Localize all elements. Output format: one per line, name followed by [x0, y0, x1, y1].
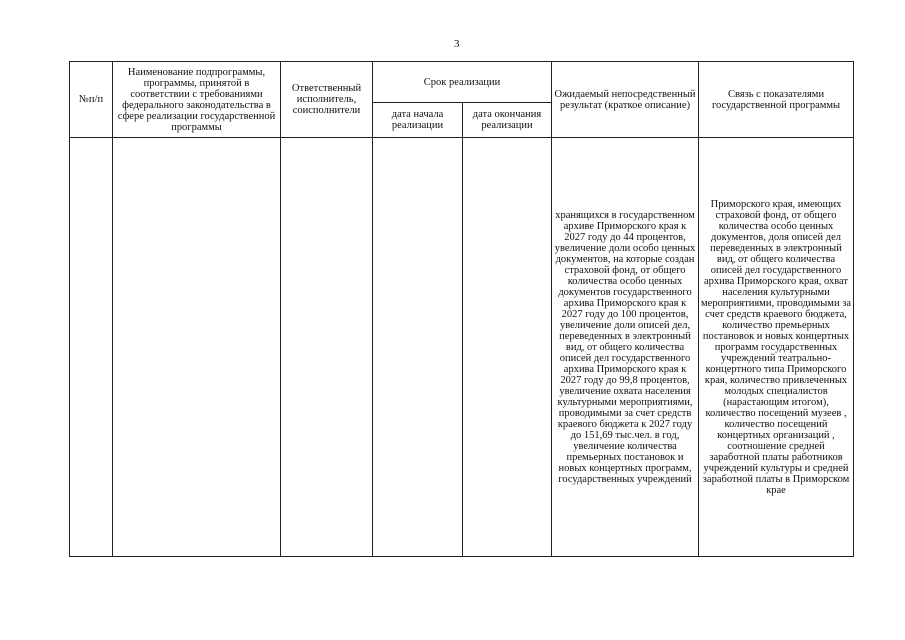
cell-start — [373, 138, 463, 557]
header-name: Наименование подпрограммы, программы, принятой в соответствии с требованиями федерального законодательства в сфере реализации государственной программы — [113, 62, 281, 138]
cell-responsible — [281, 138, 373, 557]
header-term: Срок реализации — [373, 62, 552, 103]
header-num: №п/п — [70, 62, 113, 138]
cell-result: хранящихся в государственном архиве Приморского края к 2027 году до 44 процентов, увеличение доли особо ценных документов, на которые создан страховой фонд, от общего количества особо ценных документов государственного архива Приморского края к 2027 году до 100 процентов, увеличение доли описей дел, переведенных в электронный вид, от общего количества описей дел государственного архива Приморского края к 2027 году до 99,8 процентов, увеличение охвата населения культурными мероприятиями, проводимыми за счет средств краевого бюджета к 2027 году до 151,69 тыс.чел. в год, увеличение количества премьерных постановок и новых концертных программ, государственных учреждений — [552, 138, 699, 557]
header-start: дата начала реализации — [373, 103, 463, 138]
cell-name — [113, 138, 281, 557]
cell-end — [463, 138, 552, 557]
page-number: 3 — [454, 38, 460, 50]
table-row — [70, 138, 854, 557]
program-table — [69, 61, 854, 557]
cell-link: Приморского края, имеющих страховой фонд, от общего количества особо ценных документов, доля описей дел переведенных в электронный вид, от общего количества описей дел государственного архива Приморского края, охват населения культурными мероприятиями, проводимыми за счет средств краевого бюджета, количество премьерных постановок и новых концертных программ государственных учреждений театрально-концертного типа Приморского края, количество привлеченных молодых специалистов (нарастающим итогом), количество посещений музеев , количество посещений концертных организаций , соотношение средней заработной платы работников учреждений культуры и средней заработной платы в Приморском крае — [699, 138, 854, 557]
header-row — [70, 62, 854, 103]
header-responsible: Ответственный исполнитель, соисполнители — [281, 62, 373, 138]
cell-num — [70, 138, 113, 557]
header-end: дата окончания реализации — [463, 103, 552, 138]
header-link: Связь с показателями государственной программы — [699, 62, 854, 138]
header-result: Ожидаемый непосредственный результат (краткое описание) — [552, 62, 699, 138]
